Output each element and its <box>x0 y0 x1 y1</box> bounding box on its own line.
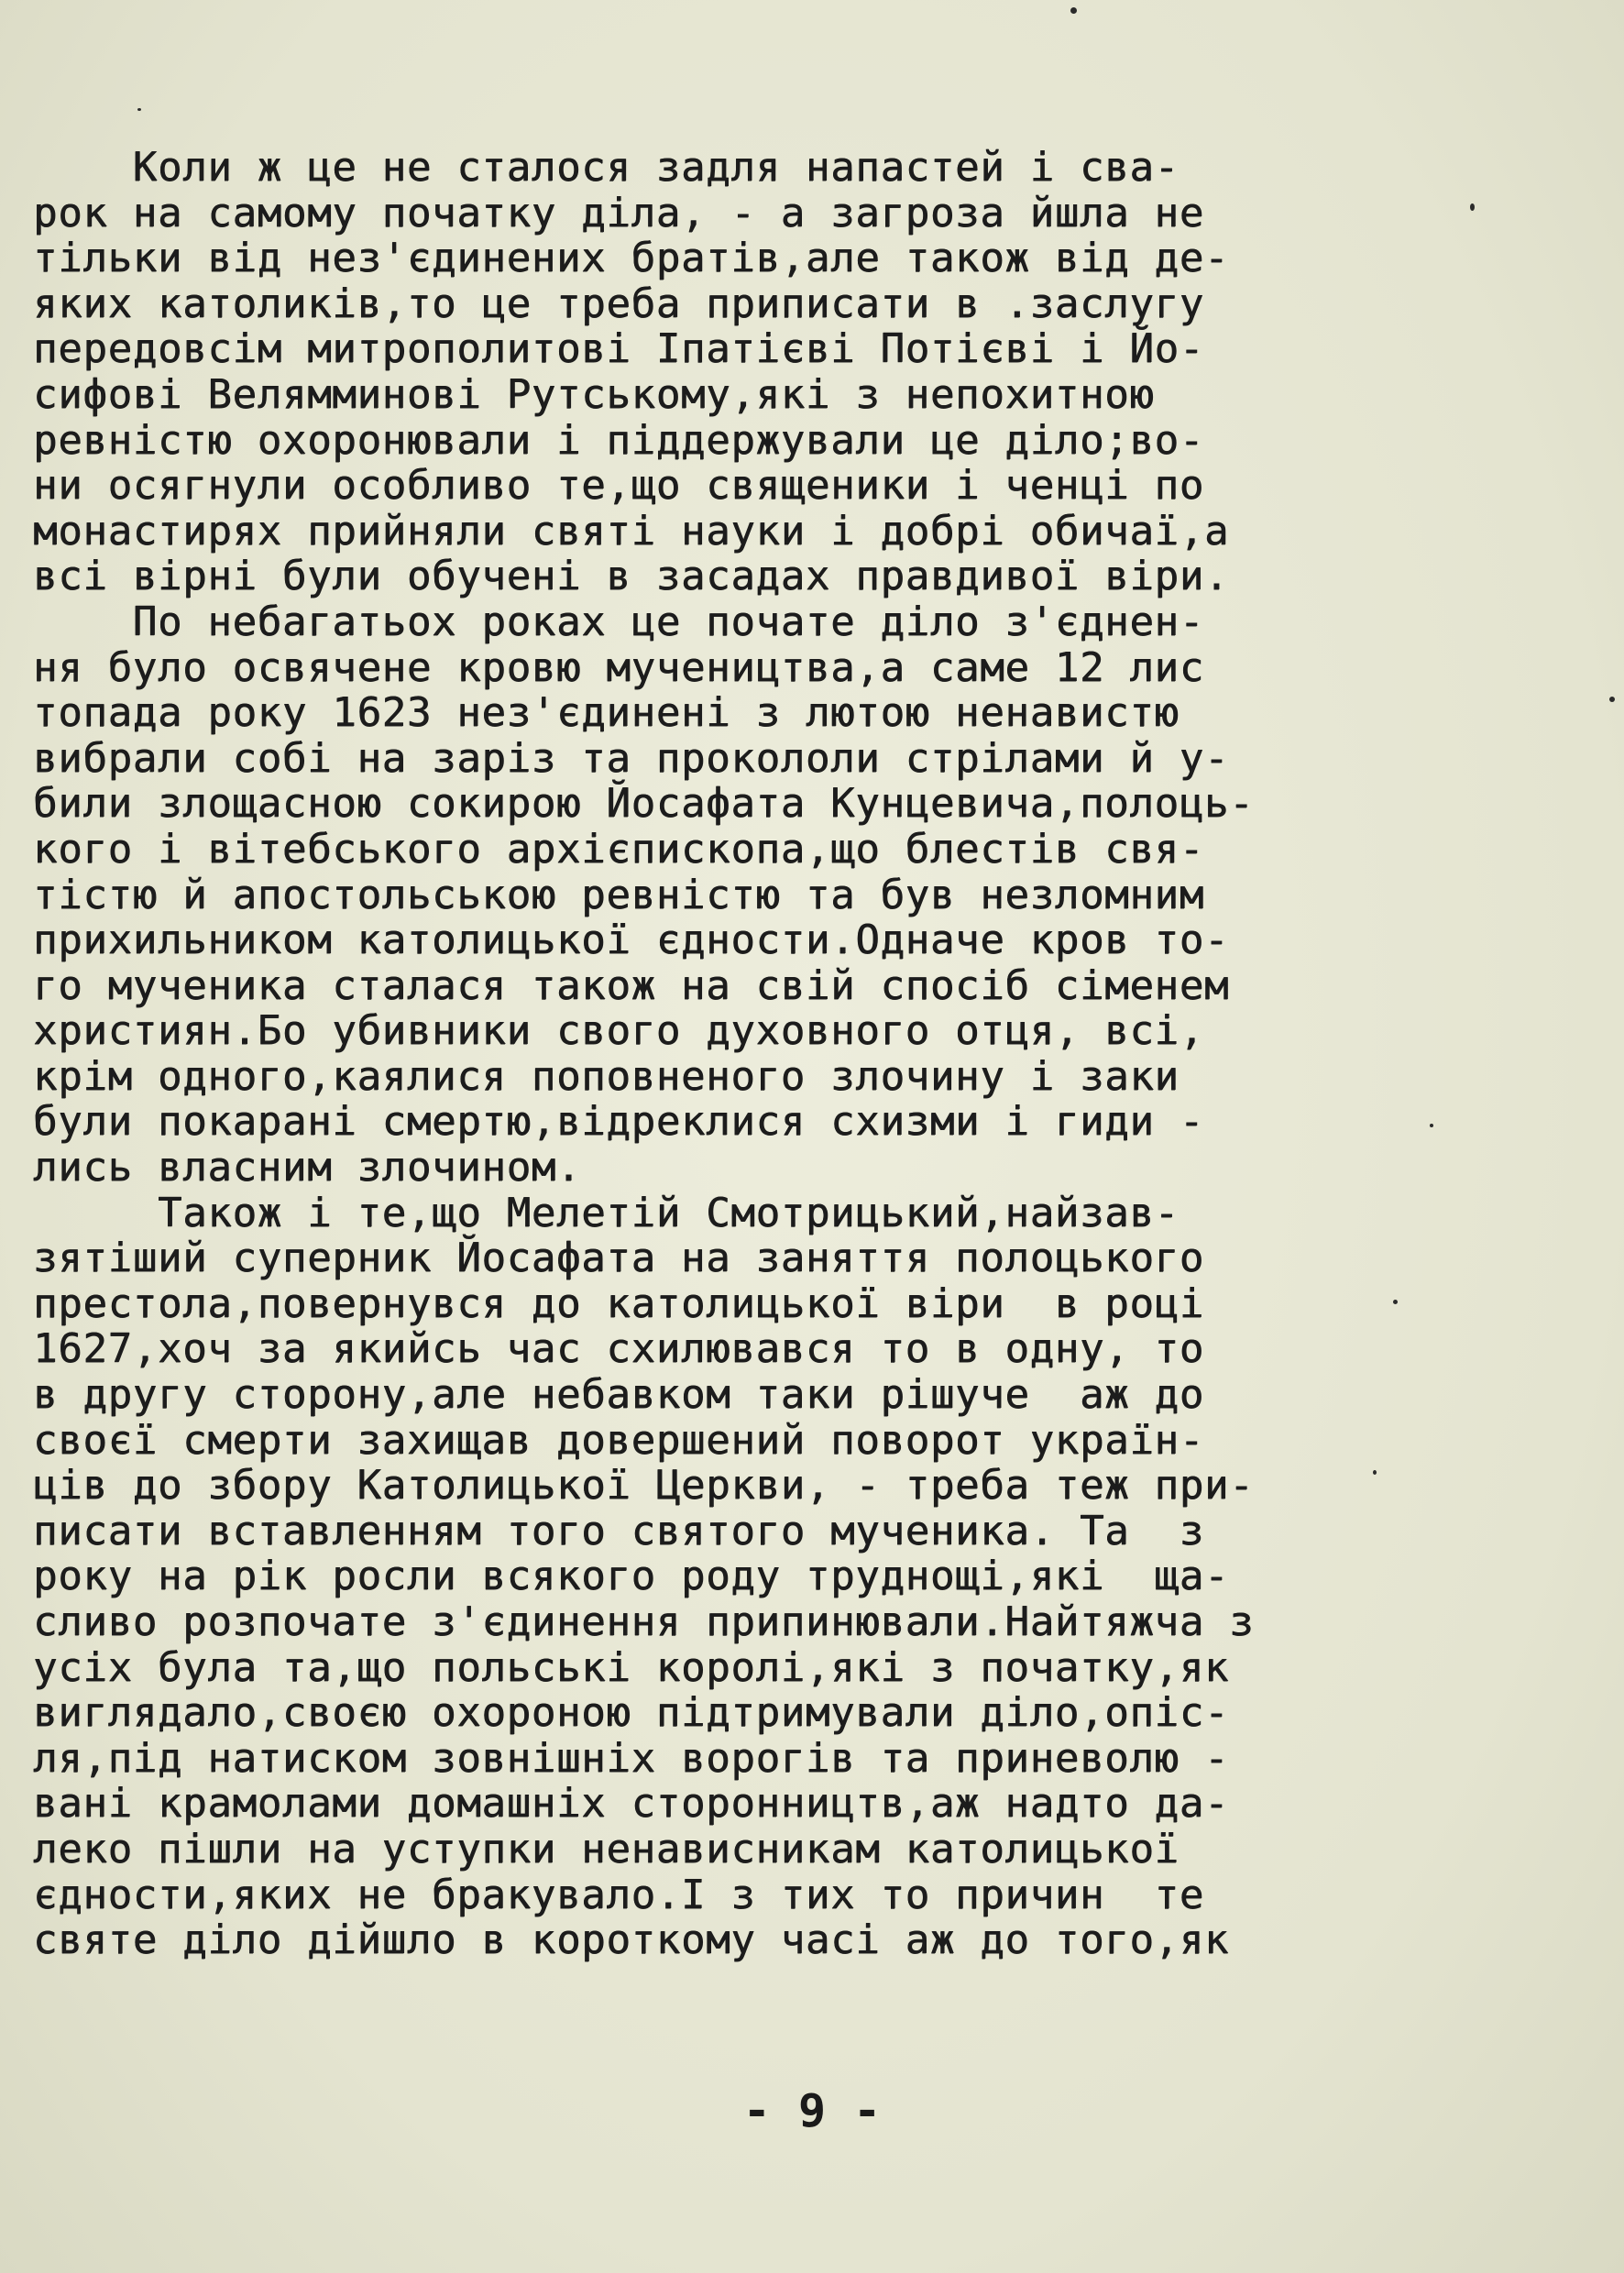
text-line: своєї смерти захищав довершений поворот україн- <box>33 1416 1204 1464</box>
text-line: прихильником католицької єдности.Одначе кров то- <box>33 917 1230 964</box>
text-line: року на рік росли всякого роду труднощі,які ща- <box>33 1553 1230 1600</box>
text-line: ців до збору Католицької Церкви, - треба теж при- <box>33 1462 1255 1510</box>
text-line: лись власним злочином. <box>33 1144 582 1191</box>
text-line: всі вірні були обучені в засадах правдивої віри. <box>33 553 1230 600</box>
text-line: писати вставленням того святого мученика. Та з <box>33 1507 1204 1554</box>
text-line: леко пішли на уступки ненависникам католицької <box>33 1825 1180 1872</box>
text-line: тістю й апостольською ревністю та був незломним <box>33 871 1204 918</box>
text-line: тільки від нез'єдинених братів,але також від де- <box>33 235 1230 282</box>
text-line: били злощасною сокирою Йосафата Кунцевича,полоць- <box>33 780 1255 828</box>
page-number: - 9 - <box>742 2084 882 2137</box>
text-line: сифові Велямминові Рутському,які з непохитною <box>33 370 1155 418</box>
text-line: крім одного,каялися поповненого злочину і заки <box>33 1052 1180 1100</box>
ink-speck <box>1070 7 1077 14</box>
text-line: святе діло дійшло в короткому часі аж до того,як <box>33 1916 1230 1964</box>
text-line: зятіший суперник Йосафата на заняття полоцького <box>33 1235 1204 1282</box>
text-line: усіх була та,що польські королі,які з початку,як <box>33 1643 1230 1691</box>
text-line: ни осягнули особливо те,що священики і ченці по <box>33 462 1204 510</box>
text-line: престола,повернувся до католицької віри в році <box>33 1279 1204 1327</box>
text-line: рок на самому початку діла, - а загроза йшла не <box>33 189 1204 236</box>
text-line: виглядало,своєю охороною підтримували діло,опіс- <box>33 1689 1230 1737</box>
text-line: го мученика сталася також на свій спосіб сіменем <box>33 961 1230 1009</box>
text-line: топада року 1623 нез'єдинені з лютою ненавистю <box>33 689 1180 737</box>
text-line: ля,під натиском зовнішніх ворогів та приневолю - <box>33 1734 1230 1782</box>
text-line: сливо розпочате з'єдинення припинювали.Найтяжча з <box>33 1598 1255 1645</box>
ink-speck <box>137 108 141 111</box>
text-line: Також і те,що Мелетій Смотрицький,найзав- <box>33 1189 1180 1236</box>
text-line: вибрали собі на заріз та прокололи стрілами й у- <box>33 734 1230 782</box>
ink-speck <box>1373 1470 1377 1475</box>
ink-speck <box>1430 1124 1433 1127</box>
text-line: яких католиків,то це треба приписати в .заслугу <box>33 280 1204 327</box>
text-line: кого і вітебського архієпископа,що блестів свя- <box>33 825 1204 873</box>
text-line: були покарані смертю,відреклися схизми і гиди - <box>33 1098 1204 1146</box>
text-line: ревністю охоронювали і піддержували це діло;во- <box>33 416 1204 464</box>
text-line: в другу сторону,але небавком таки рішуче аж до <box>33 1371 1204 1419</box>
text-line: монастирях прийняли святі науки і добрі обичаї,а <box>33 507 1230 555</box>
text-line: По небагатьох роках це почате діло з'єднен- <box>33 598 1204 645</box>
text-line: Коли ж це не сталося задля напастей і сва- <box>33 144 1180 191</box>
ink-speck <box>1393 1300 1398 1304</box>
ink-speck <box>1609 697 1615 702</box>
text-line: вані крамолами домашніх сторонництв,аж надто да- <box>33 1780 1230 1828</box>
text-line: єдности,яких не бракувало.І з тих то причин те <box>33 1871 1204 1918</box>
text-line: 1627,хоч за якийсь час схилювався то в одну, то <box>33 1325 1204 1373</box>
text-line: християн.Бо убивники свого духовного отця, всі, <box>33 1007 1204 1055</box>
body-text <box>33 145 1591 1963</box>
text-line: ня було освячене кровю мучеництва,а саме 12 лис <box>33 643 1204 691</box>
ink-speck <box>1470 203 1475 211</box>
text-line: передовсім митрополитові Іпатієві Потієві і Йо- <box>33 325 1204 373</box>
